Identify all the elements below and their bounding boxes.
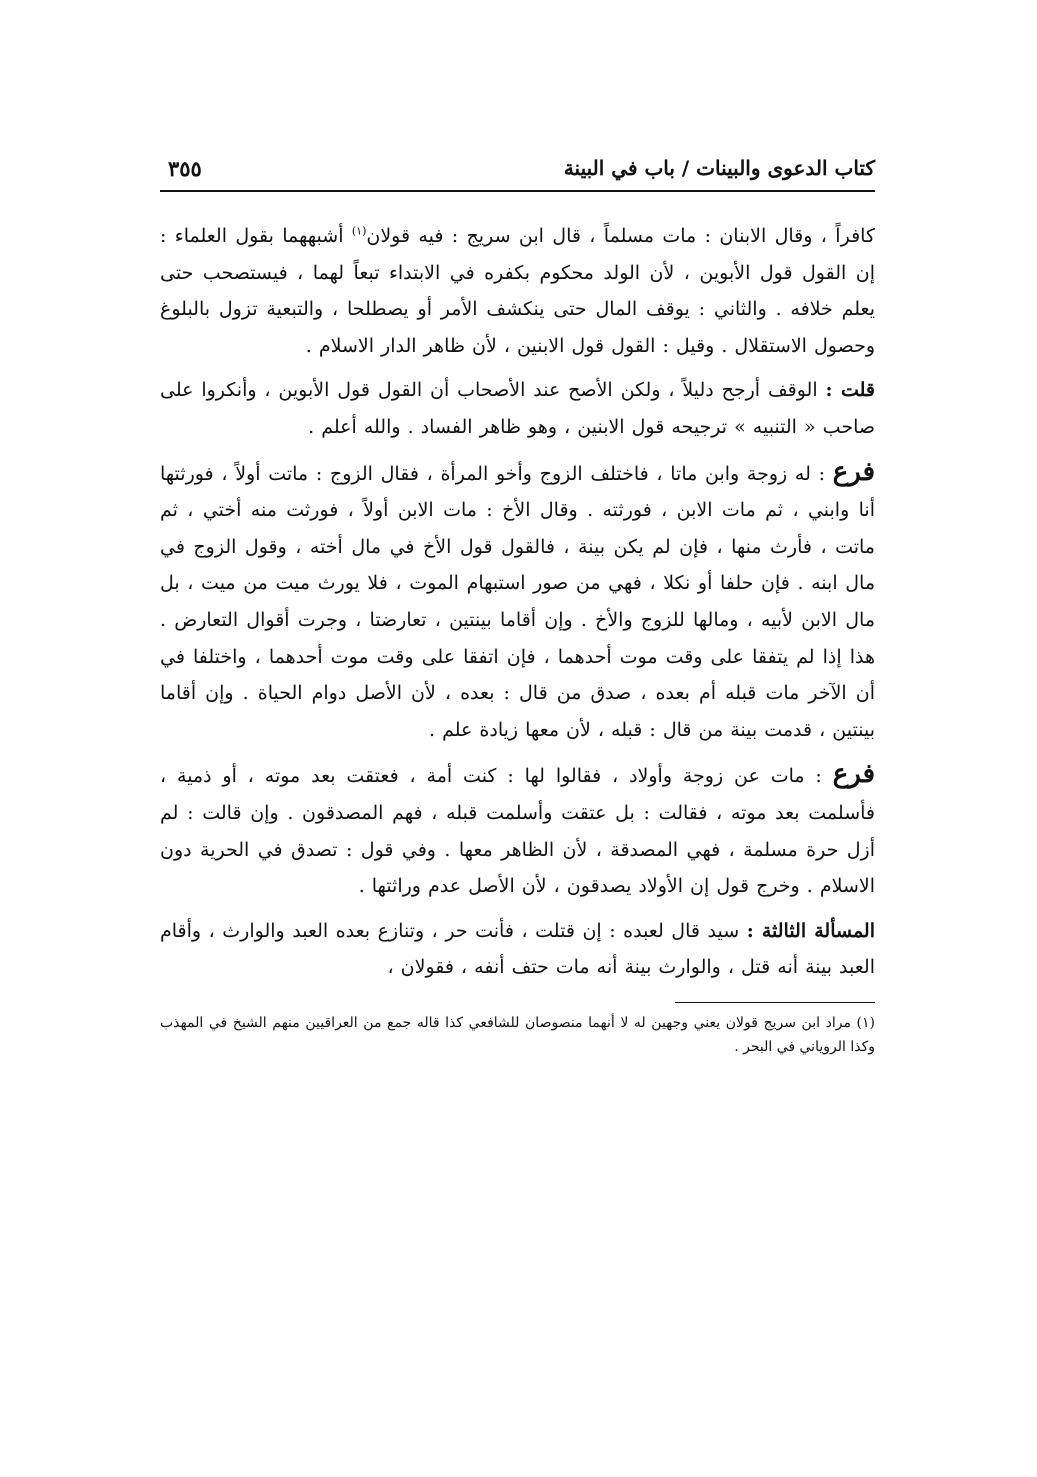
footnote: (١) مراد ابن سريج قولان يعني وجهين له لا أنهما منصوصان للشافعي كذا قاله جمع من العراقيين منهم الشيخ في المهذب وكذا الروياني في البحر . (160, 1014, 875, 1055)
page-header (160, 150, 875, 192)
paragraph-1-text-start: كافراً ، وقال الابنان : مات مسلماً ، قال ابن سريج : فيه قولان (366, 225, 875, 247)
paragraph-2-text: الوقف أرجح دليلاً ، ولكن الأصح عند الأصحاب أن القول قول الأبوين ، وأنكروا على صاحب « التنبيه » ترجيحه قول الابنين ، وهو ظاهر الفساد . والله أعلم . (160, 379, 875, 438)
page-number: ٣٥٥ (168, 156, 202, 181)
paragraph-1 (160, 218, 875, 364)
paragraph-3-text: : له زوجة وابن ماتا ، فاختلف الزوج وأخو المرأة ، فقال الزوج : ماتت أولاً ، فورثتها أنا وابني ، ثم مات الابن ، فورثته . وقال الأخ : مات الابن أولاً ، فورثت منه أختي ، ثم ماتت ، فأرث منها ، فإن لم يكن بينة ، فالقول قول الأخ في مال أخته ، وقول الزوج في مال ابنه . فإن حلفا أو نكلا ، فهي من صور استبهام الموت ، فلا يورث ميت من ميت ، بل مال الابن لأبيه ، ومالها للزوج والأخ . وإن أقاما بينتين ، تعارضتا ، وجرت أقوال التعارض . هذا إذا لم يتفقا على وقت موت أحدهما ، فإن اتفقا على وقت موت أحدهما ، واختلفا في أن الآخر مات قبله أم بعده ، صدق من قال : بعده ، لأن الأصل دوام الحياة . وإن أقاما بينتين ، قدمت بينة من قال : قبله ، لأن معها زيادة علم . (160, 462, 875, 741)
footnote-separator (675, 1002, 875, 1003)
footnote-reference: (١) (351, 224, 367, 238)
paragraph-1-text-end: أشبههما بقول العلماء : إن القول قول الأبوين ، لأن الولد محكوم بكفره في الابتداء تبعاً لهما ، فيستصحب حتى يعلم خلافه . والثاني : يوقف المال حتى ينكشف الأمر أو يصطلحا ، والتبعية تزول بالبلوغ وحصول الاستقلال . وقيل : القول قول الابنين ، لأن ظاهر الدار الاسلام . (160, 225, 875, 357)
paragraph-3-lead: فرع (832, 456, 875, 487)
body-text (160, 218, 875, 986)
paragraph-5 (160, 913, 875, 986)
book-page (160, 150, 875, 1073)
paragraph-4 (160, 756, 875, 904)
paragraph-4-lead: فرع (832, 759, 875, 790)
running-title: كتاب الدعوى والبينات / باب في البينة (563, 156, 875, 180)
footnote-separator-wrap (160, 1002, 875, 1003)
paragraph-3 (160, 454, 875, 749)
paragraph-5-lead: المسألة الثالثة : (746, 919, 875, 942)
paragraph-2 (160, 372, 875, 445)
paragraph-4-text: : مات عن زوجة وأولاد ، فقالوا لها : كنت أمة ، فعتقت بعد موته ، أو ذمية ، فأسلمت بعد موته ، فقالت : بل عتقت وأسلمت قبله ، فهم المصدقون . وإن قالت : لم أزل حرة مسلمة ، فهي المصدقة ، لأن الظاهر معها . وفي قول : تصدق في الحرية دون الاسلام . وخرج قول إن الأولاد يصدقون ، لأن الأصل عدم وراثتها . (160, 765, 875, 898)
paragraph-2-lead: قلت : (825, 379, 875, 402)
paragraph-5-text: سيد قال لعبده : إن قتلت ، فأنت حر ، وتنازع بعده العبد والوارث ، وأقام العبد بينة أنه قتل ، والوارث بينة أنه مات حتف أنفه ، فقولان ، (160, 919, 875, 979)
